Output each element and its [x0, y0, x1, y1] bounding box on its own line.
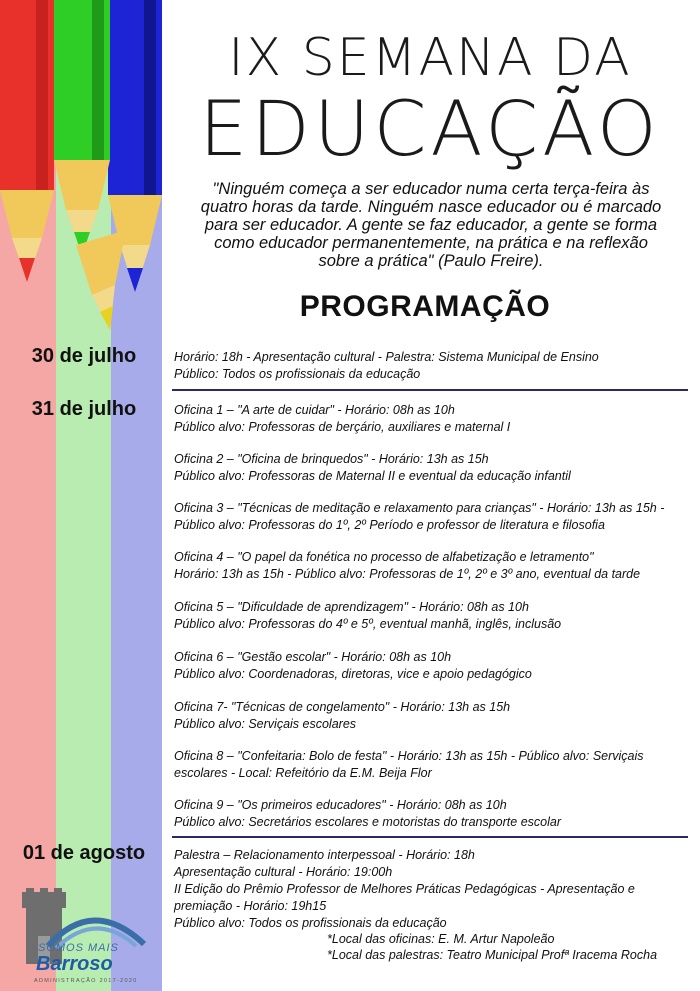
- schedule-line: Apresentação cultural - Horário: 19:00h: [174, 865, 393, 879]
- oficina-8: [174, 748, 690, 782]
- quote-line: quatro horas da tarde. Ninguém nasce educador ou é marcado: [200, 198, 662, 216]
- section-divider: [172, 836, 688, 838]
- quote-line: para ser educador. A gente se faz educador, a gente se forma: [204, 216, 658, 234]
- location-oficinas: *Local das oficinas: E. M. Artur Napoleão: [327, 932, 555, 946]
- schedule-line: Horário: 13h as 15h - Público alvo: Professoras de 1º, 2º e 3º ano, eventual da tarde: [174, 567, 641, 581]
- red-pencil: [0, 0, 54, 282]
- logo-administracao: ADMINISTRAÇÃO 2017-2020: [34, 978, 138, 984]
- schedule-line: Oficina 4 – "O papel da fonética no processo de alfabetização e letramento": [174, 550, 594, 564]
- schedule-line: Oficina 7- "Técnicas de congelamento" - Horário: 13h as 15h: [174, 700, 511, 714]
- schedule-line: Público alvo: Coordenadoras, diretoras, vice e apoio pedagógico: [174, 667, 532, 681]
- title-line-2: EDUCAÇÃO: [199, 84, 661, 173]
- logo-barroso: Barroso: [36, 953, 113, 975]
- oficina-6: [174, 649, 690, 683]
- oficina-4: [174, 549, 690, 583]
- schedule-line: Público alvo: Professoras do 4º e 5º, eventual manhã, inglês, inclusão: [174, 617, 562, 631]
- programacao-heading: PROGRAMAÇÃO: [299, 290, 551, 323]
- schedule-line: Público alvo: Professoras do 1º, 2º Período e professor de literatura e filosofia: [174, 518, 605, 532]
- schedule-line: Oficina 6 – "Gestão escolar" - Horário: 08h as 10h: [174, 650, 452, 664]
- schedule-line: Público: Todos os profissionais da educação: [174, 367, 421, 381]
- schedule-line: Oficina 1 – "A arte de cuidar" - Horário: 08h as 10h: [174, 403, 455, 417]
- schedule-line: Oficina 5 – "Dificuldade de aprendizagem" - Horário: 08h as 10h: [174, 600, 529, 614]
- yellow-pencil: [76, 230, 126, 330]
- oficina-5: [174, 599, 690, 633]
- date-01-agosto: 01 de agosto: [22, 842, 146, 864]
- oficina-3: [174, 500, 690, 534]
- colored-pencils-illustration: [0, 0, 170, 340]
- schedule-line: Oficina 9 – "Os primeiros educadores" - Horário: 08h as 10h: [174, 798, 507, 812]
- schedule-line: Oficina 8 – "Confeitaria: Bolo de festa" - Horário: 13h as 15h - Público alvo: Serviçais: [174, 749, 644, 763]
- date-31-julho: 31 de julho: [31, 398, 137, 420]
- title-line-1: IX SEMANA DA: [228, 28, 632, 88]
- schedule-line: Público alvo: Secretários escolares e motoristas do transporte escolar: [174, 815, 561, 829]
- oficina-9: [174, 797, 690, 831]
- schedule-line: escolares - Local: Refeitório da E.M. Beija Flor: [174, 766, 432, 780]
- oficina-1: [174, 402, 690, 436]
- oficina-7: [174, 699, 690, 733]
- schedule-line: Público alvo: Professoras de Maternal II e eventual da educação infantil: [174, 469, 571, 483]
- green-pencil: [54, 0, 110, 255]
- schedule-line: Oficina 3 – "Técnicas de meditação e relaxamento para crianças" - Horário: 13h as 15h -: [174, 501, 665, 515]
- schedule-line: premiação - Horário: 19h15: [174, 899, 327, 913]
- quote-line: "Ninguém começa a ser educador numa certa terça-feira às: [212, 180, 650, 198]
- quote-line: sobre a prática" (Paulo Freire).: [318, 252, 544, 270]
- schedule-line: Oficina 2 – "Oficina de brinquedos" - Horário: 13h as 15h: [174, 452, 489, 466]
- date-30-julho: 30 de julho: [31, 345, 137, 367]
- logo-somos-mais: SOMOS MAIS: [38, 942, 119, 954]
- schedule-line: Público alvo: Serviçais escolares: [174, 717, 357, 731]
- location-palestras: *Local das palestras: Teatro Municipal Profª Iracema Rocha: [327, 948, 658, 962]
- paulo-freire-quote: [176, 180, 686, 270]
- schedule-block: [174, 349, 690, 383]
- quote-line: como educador permanentemente, na prática e na reflexão: [214, 234, 648, 252]
- schedule-line: II Edição do Prêmio Professor de Melhores Práticas Pedagógicas - Apresentação e: [174, 882, 635, 896]
- schedule-block: [174, 847, 690, 932]
- section-divider: [172, 389, 688, 391]
- schedule-line: Público alvo: Todos os profissionais da educação: [174, 916, 447, 930]
- schedule-line: Horário: 18h - Apresentação cultural - Palestra: Sistema Municipal de Ensino: [174, 350, 599, 364]
- schedule-line: Público alvo: Professoras de berçário, auxiliares e maternal I: [174, 420, 511, 434]
- oficina-2: [174, 451, 690, 485]
- schedule-line: Palestra – Relacionamento interpessoal - Horário: 18h: [174, 848, 475, 862]
